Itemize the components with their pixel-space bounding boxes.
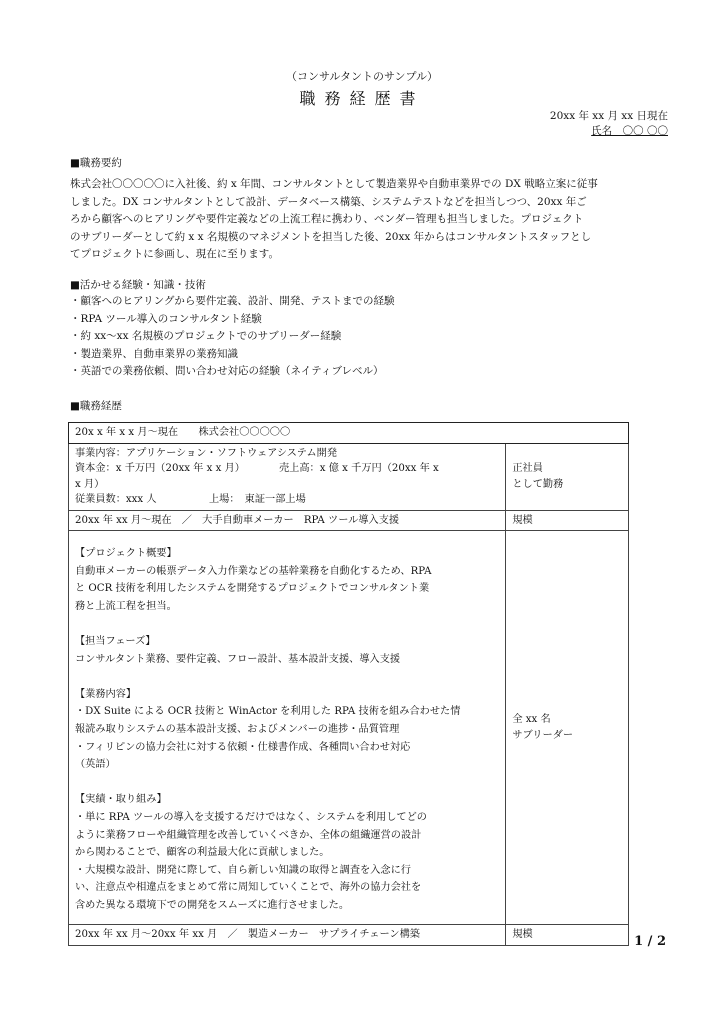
project-period-row (69, 925, 629, 946)
project-detail-line (75, 668, 499, 686)
skill-item: ・RPA ツール導入のコンサルタント経験 (70, 312, 262, 325)
project-detail-line: （英語） (75, 759, 116, 771)
summary-heading: ■職務要約 (70, 157, 122, 169)
skills-list (70, 293, 668, 381)
project-detail-line: 【プロジェクト概要】 (75, 548, 177, 559)
project-period-cell: 20xx 年 xx 月～現在 ／ 大手自動車メーカー RPA ツール導入支援 (69, 510, 506, 531)
document-date: 20xx 年 xx 月 xx 日現在 (549, 110, 668, 122)
project-detail-line: ・大規模な設計、開発に際して、自ら新しい知識の取得と調査を入念に行 (75, 864, 411, 876)
project-detail-line: ・DX Suite による OCR 技術と WinActor を利用した RPA 技術を組み合わせた情 (75, 706, 461, 718)
company-info-row (69, 443, 629, 510)
project-detail-line: 自動車メーカーの帳票データ入力作業などの基幹業務を自動化するため、RPA (75, 565, 432, 577)
work-history-table (68, 422, 629, 946)
project-detail-line: 【実績・取り組み】 (75, 794, 167, 806)
employment-status: 正社員 (512, 463, 543, 474)
company-listing: 上場： 東証一部上場 (209, 494, 306, 505)
project-detail-line (75, 774, 499, 792)
scale-header-cell: 規模 (506, 925, 629, 946)
project-description (75, 545, 499, 914)
company-capital-sales (75, 461, 499, 477)
employment-status-cont: として勤務 (512, 478, 564, 490)
company-employees-listing (75, 492, 499, 508)
company-employees: 従業員数：xxx 人 (75, 494, 157, 505)
skill-item: ・製造業界、自動車業界の業務知識 (70, 347, 238, 360)
company-info-cell (69, 443, 506, 510)
company-capital: 資本金：x 千万円（20xx 年 x x 月） (75, 463, 245, 474)
page-number: 1 / 2 (634, 934, 666, 949)
project-detail-line: と OCR 技術を利用したシステムを開発するプロジェクトでコンサルタント業 (75, 583, 430, 595)
summary-line: しました。DX コンサルタントとして設計、データベース構築、システムテストなどを担当しつつ、20xx 年ご (70, 195, 587, 208)
document-subtitle: （コンサルタントのサンプル） (285, 70, 439, 83)
project-detail-line: い、注意点や相違点をまとめて常に周知していくことで、海外の協力会社を (75, 882, 422, 894)
project-period-row (69, 510, 629, 531)
scale-header-cell: 規模 (506, 510, 629, 531)
skills-heading: ■活かせる経験・知識・技術 (70, 279, 206, 291)
project-scale: 全 xx 名 (512, 714, 551, 726)
employment-status-cell (506, 443, 629, 510)
project-detail-row (69, 531, 629, 925)
document-title: 職務経歴書 (299, 89, 425, 108)
project-detail-line: ・フィリピンの協力会社に対する依頼・仕様書作成、各種問い合わせ対応 (75, 741, 411, 753)
summary-line: ろから顧客へのヒアリングや要件定義などの上流工程に携わり、ベンダー管理も担当しました。プロジェクト (70, 213, 584, 225)
project-detail-line: 含めた異なる環境下での開発をスムーズに進行させました。 (75, 899, 350, 911)
project-detail-line: から関わることで、顧客の利益最大化に貢献しました。 (75, 847, 330, 859)
skill-item: ・英語での業務依頼、問い合わせ対応の経験（ネイティブレベル） (70, 365, 384, 377)
company-business: 事業内容：アプリケーション・ソフトウェアシステム開発 (75, 447, 338, 459)
summary-line: のサブリーダーとして約 x x 名規模のマネジメントを担当した後、20xx 年からはコンサルタントスタッフとし (70, 230, 592, 243)
skill-item: ・顧客へのヒアリングから要件定義、設計、開発、テストまでの経験 (70, 295, 395, 307)
project-detail-line: 報読み取りシステムの基本設計支援、およびメンバーの進捗・品質管理 (75, 723, 400, 735)
skill-item: ・約 xx～xx 名規模のプロジェクトでのサブリーダー経験 (70, 330, 342, 342)
history-heading: ■職務経歴 (70, 400, 122, 412)
project-role: サブリーダー (512, 729, 574, 741)
project-detail-line: ・単に RPA ツールの導入を支援するだけではなく、システムを利用してどの (75, 811, 427, 823)
company-row (69, 423, 629, 444)
project-detail-cell (69, 531, 506, 925)
summary-line: てプロジェクトに参画し、現在に至ります。 (70, 248, 279, 260)
project-scale-cell (506, 531, 629, 925)
applicant-name: 氏名 〇〇 〇〇 (591, 125, 668, 137)
summary-line: 株式会社〇〇〇〇〇に入社後、約 x 年間、コンサルタントとして製造業界や自動車業界での DX 戦略立案に従事 (70, 178, 598, 190)
project-detail-line: 務と上流工程を担当。 (75, 600, 177, 612)
project-detail-line: ように業務フローや組織管理を改善していくべきか、全体の組織運営の設計 (75, 829, 422, 841)
project-detail-line: 【担当フェーズ】 (75, 635, 156, 647)
project-detail-line: コンサルタント業務、要件定義、フロー設計、基本設計支援、導入支援 (75, 653, 401, 665)
summary-text (70, 176, 668, 264)
project-detail-line: 【業務内容】 (75, 688, 137, 700)
company-period-cell: 20x x 年 x x 月～現在 株式会社〇〇〇〇〇 (69, 423, 629, 444)
project-period-cell: 20xx 年 xx 月～20xx 年 xx 月 ／ 製造メーカー サプライチェーン構築 (69, 925, 506, 946)
project-detail-line (75, 615, 499, 633)
company-sales: 売上高：x 億 x 千万円（20xx 年 x (279, 463, 439, 474)
company-sales-cont: x 月） (75, 478, 105, 490)
